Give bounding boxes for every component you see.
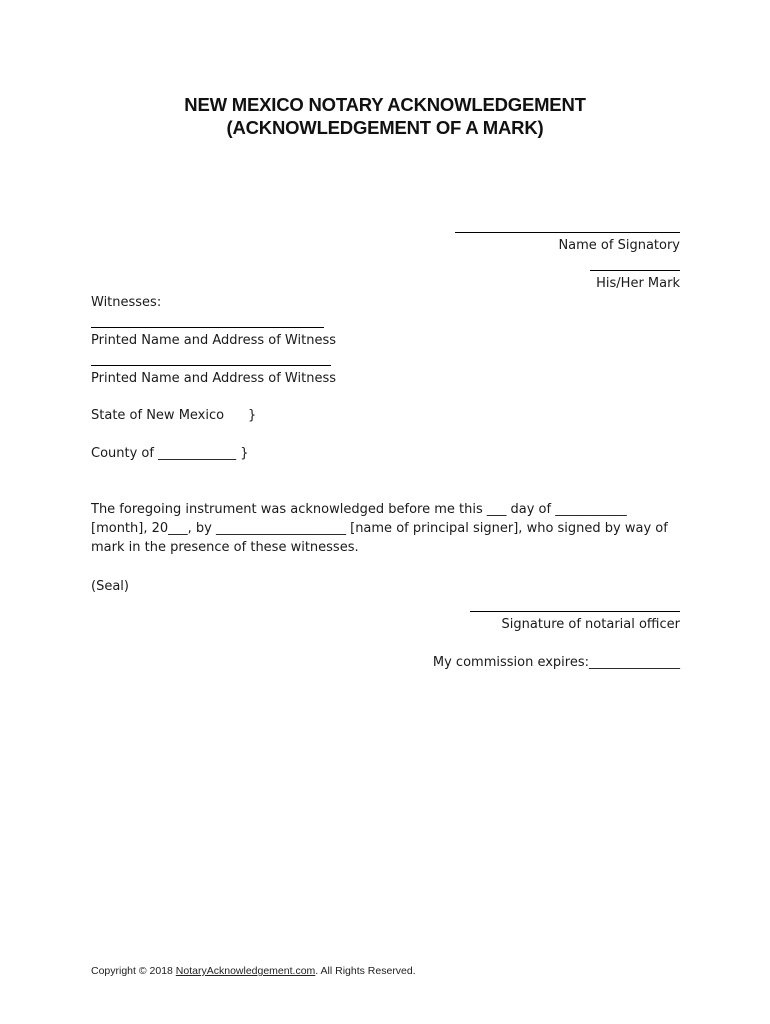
- state-brace: }: [248, 408, 257, 423]
- county-line: County of ____________ }: [91, 446, 249, 461]
- witness-2-label: Printed Name and Address of Witness: [91, 371, 336, 386]
- document-title-line-1: NEW MEXICO NOTARY ACKNOWLEDGEMENT: [184, 94, 586, 115]
- signatory-name-line: [455, 232, 680, 233]
- commission-expires: My commission expires:______________: [432, 655, 680, 670]
- document-title-line-2: (ACKNOWLEDGEMENT OF A MARK): [226, 117, 544, 138]
- witness-1-label: Printed Name and Address of Witness: [91, 333, 336, 348]
- notary-signature-line: [470, 611, 680, 612]
- witness-2-line: [91, 365, 331, 366]
- state-line: State of New Mexico: [91, 408, 225, 423]
- witnesses-heading: Witnesses:: [91, 295, 162, 310]
- acknowledgement-paragraph: The foregoing instrument was acknowledged before me this ___ day of ___________ [month], 20___, by ____________________ [name of principal signer], who signed by way of mark in the presence of these witnesses.: [91, 502, 668, 555]
- notary-signature-label: Signature of notarial officer: [501, 617, 680, 632]
- witness-1-line: [91, 327, 324, 328]
- seal-label: (Seal): [91, 579, 129, 594]
- footer-link[interactable]: NotaryAcknowledgement.com: [175, 965, 316, 977]
- footer-copyright: [91, 965, 416, 977]
- footer-prefix: Copyright © 2018: [91, 965, 176, 977]
- signatory-mark-label: His/Her Mark: [596, 276, 680, 291]
- signatory-mark-line: [590, 270, 680, 271]
- footer-suffix: . All Rights Reserved.: [315, 965, 416, 977]
- signatory-name-label: Name of Signatory: [558, 238, 680, 253]
